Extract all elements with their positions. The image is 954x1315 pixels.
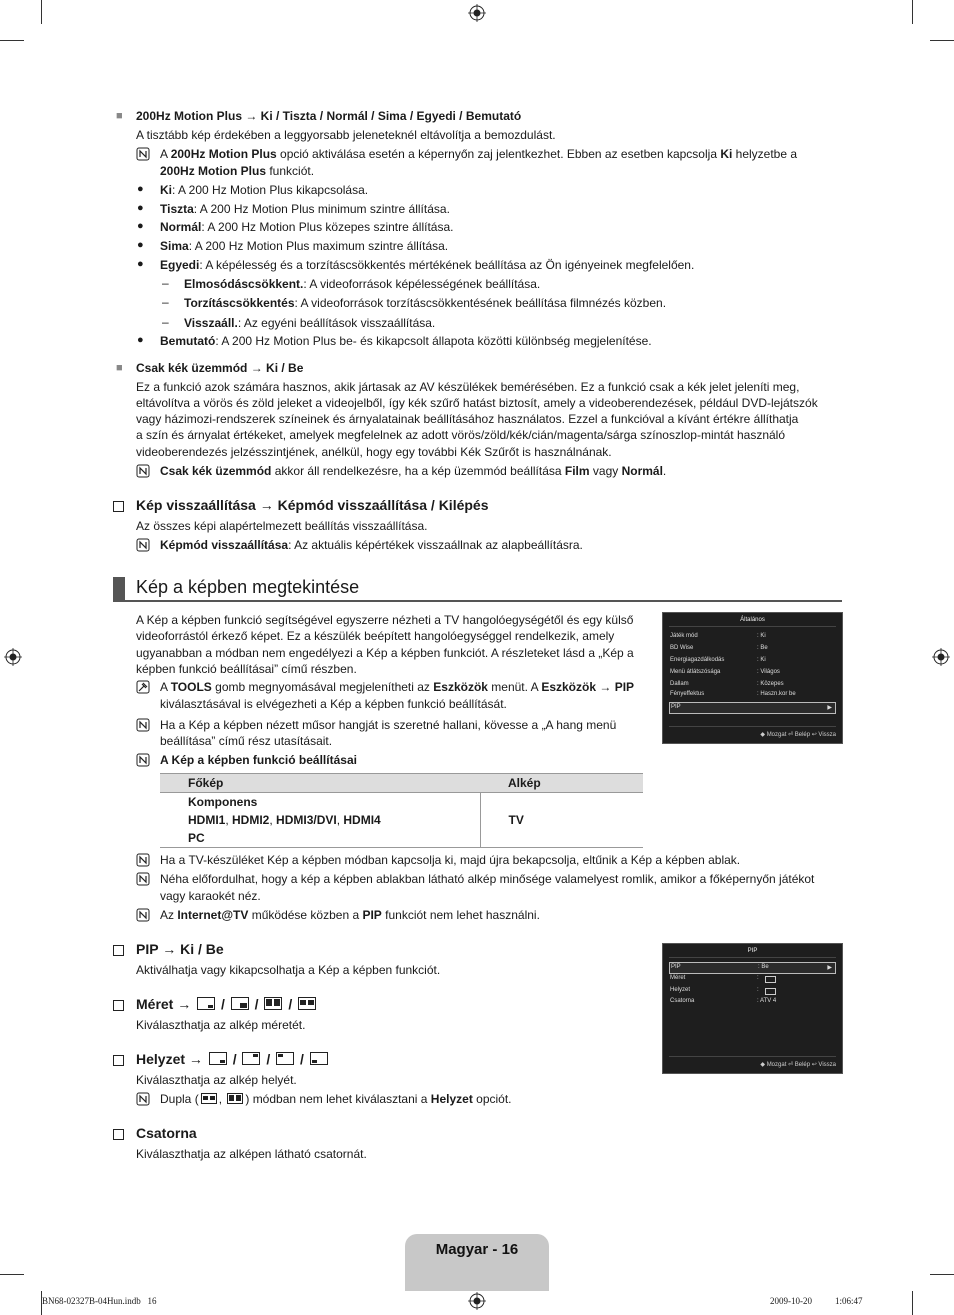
motion-bullet: Sima: A 200 Hz Motion Plus maximum szintre állítása. <box>160 239 449 253</box>
osd-divider <box>669 957 836 958</box>
osd-row[interactable]: Dallam : Közepes <box>670 681 784 687</box>
motion-note-cont: 200Hz Motion Plus funkciót. <box>160 164 315 178</box>
osd-general-menu <box>662 612 843 744</box>
motion-bullet: Egyedi: A képélesség és a torzításcsökkentés mértékének beállítása az Ön igényeinek megfelelően. <box>160 258 695 272</box>
bluemode-title: Csak kék üzemmód → Ki / Be <box>136 361 304 375</box>
osd-row-selected[interactable]: PIP ▶ <box>669 702 836 714</box>
pip-settings-title: A Kép a képben funkció beállításai <box>160 753 357 767</box>
bluemode-note: Csak kék üzemmód akkor áll rendelkezésre, ha a kép üzemmód beállítása Film vagy Normál. <box>160 464 667 478</box>
registration-mark-icon <box>468 1292 486 1310</box>
checkbox-marker-icon <box>113 1000 124 1011</box>
pip-note: Néha előfordulhat, hogy a kép a képben ablakban látható alkép minősége valamelyest romlik, amikor a főképernyőn játékot <box>160 872 815 886</box>
page-number: Magyar - 16 <box>435 1241 519 1258</box>
channel-title: Csatorna <box>136 1125 197 1141</box>
osd-pip-menu <box>662 943 843 1074</box>
pip-intro: képben funkció beállításai” című részben. <box>136 662 357 676</box>
reset-title: Kép visszaállítása → Képmód visszaállítása / Kilépés <box>136 497 489 513</box>
motion-note: A 200Hz Motion Plus opció aktiválása esetén a képernyőn zaj jelentkezhet. Ebben az esetben kapcsolja Ki helyzetbe a <box>160 147 798 161</box>
position-note: Dupla ( , ) módban nem lehet kiválasztani a Helyzet opciót. <box>160 1092 512 1106</box>
osd-row[interactable]: Csatorna : ATV 4 <box>670 998 777 1004</box>
channel-desc: Kiválaszthatja az alképen látható csatornát. <box>136 1147 367 1161</box>
reset-note: Képmód visszaállítása: Az aktuális képértékek visszaállnak az alapbeállításra. <box>160 538 583 552</box>
bluemode-line: vagy házimozi-rendszerek színeinek és árnyalatainak beállításához használatos. Ezzel a funkcióval a kívánt értékre állíthatja <box>136 412 799 426</box>
osd-title: Általános <box>740 617 765 623</box>
motion-dash: Visszaáll.: Az egyéni beállítások visszaállítása. <box>184 316 436 330</box>
position-top-left-icon <box>276 1052 294 1065</box>
checkbox-marker-icon <box>113 1055 124 1066</box>
reset-desc: Az összes képi alapértelmezett beállítás visszaállítása. <box>136 519 428 533</box>
position-bottom-right-icon <box>209 1052 227 1065</box>
note-icon <box>136 147 150 161</box>
pip-sound-note: Ha a Kép a képben nézett műsor hangját is szeretné hallani, kövesse a „A hang menü <box>160 718 617 732</box>
checkbox-marker-icon <box>113 945 124 956</box>
dash-marker: – <box>162 315 169 329</box>
size-desc: Kiválaszthatja az alkép méretét. <box>136 1018 306 1032</box>
table-header-main: Főkép <box>160 774 480 793</box>
bullet-icon: ● <box>137 334 144 346</box>
registration-mark-icon <box>932 648 950 666</box>
position-top-right-icon <box>242 1052 260 1065</box>
osd-footer: ◆ Mozgat ⏎ Belép ↩ Vissza <box>760 732 836 738</box>
size-title: Méret → / / / <box>136 996 318 1012</box>
print-date: 2009-10-20 ￿￿ 1:06:47 <box>770 1296 863 1306</box>
table-cell-main: Komponens HDMI1, HDMI2, HDMI3/DVI, HDMI4 PC <box>160 793 480 848</box>
pip-intro: ugyanabban a módban nem engedélyezi a Kép a képben funkciót. A részleteket lásd a „Kép a <box>136 646 634 660</box>
motion-dash: Elmosódáscsökkent.: A videoforrások képélességének beállítása. <box>184 277 541 291</box>
bluemode-line: a szín és árnyalat értékeket, amelyek megfelelnek az adott vörös/zöld/kék/cián/magenta/sárga színoszlop-mintát használó <box>136 428 786 442</box>
table-cell-sub: TV <box>480 793 643 848</box>
checkbox-marker-icon <box>113 1129 124 1140</box>
registration-mark-icon <box>468 4 486 22</box>
table-header-sub: Alkép <box>480 774 643 793</box>
note-icon <box>136 753 150 767</box>
pip-tools-note: A TOOLS gomb megnyomásával megjelenítheti az Eszközök menüt. A Eszközök → PIP <box>160 680 635 694</box>
size-double-b-icon <box>201 1093 217 1104</box>
bluemode-line: eltávolítva a vörös és zöld jeleket a videojelből, így kék szűrő hatást biztosít, amely a videoberendezések, például DVD-lejátszók <box>136 396 818 410</box>
osd-row[interactable]: Menü átlátszósága : Világos <box>670 669 780 675</box>
pip-intro: A Kép a képben funkció segítségével egyszerre nézheti a TV hangolóegységétől és egy külső <box>136 613 634 627</box>
checkbox-marker-icon <box>113 501 124 512</box>
osd-row-selected[interactable]: PIP : Be ▶ <box>669 962 836 974</box>
position-desc: Kiválaszthatja az alkép helyét. <box>136 1073 297 1087</box>
crop-mark <box>0 40 24 41</box>
size-double-a-icon <box>227 1093 243 1104</box>
pip-intro: videoforrástól érkező képet. Ez a készülék beépített hangolóegységgel rendelkezik, amely <box>136 629 615 643</box>
position-title: Helyzet → / / / <box>136 1051 330 1067</box>
pip-onoff-title: PIP → Ki / Be <box>136 941 224 957</box>
motion-bullet: Normál: A 200 Hz Motion Plus közepes szintre állítása. <box>160 220 454 234</box>
size-large-icon <box>231 997 249 1010</box>
crop-mark <box>0 1274 24 1275</box>
note-icon <box>136 718 150 732</box>
note-icon <box>136 538 150 552</box>
crop-mark <box>41 0 42 24</box>
pip-settings-table <box>160 773 643 848</box>
bullet-icon: ● <box>137 258 144 270</box>
osd-row[interactable]: Helyzet : <box>669 986 836 996</box>
section-marker <box>113 577 125 601</box>
bullet-icon: ● <box>137 202 144 214</box>
motion-dash: Torzításcsökkentés: A videoforrások torzításcsökkentésének beállítása filmnézés közben. <box>184 296 667 310</box>
pip-note-cont: vagy karaokét néz. <box>160 889 261 903</box>
size-double-b-icon <box>298 997 316 1010</box>
pip-note: Az Internet@TV működése közben a PIP funkciót nem lehet használni. <box>160 908 540 922</box>
pip-tools-note-cont: kiválasztásával is elvégezheti a Kép a képben funkció beállítását. <box>160 697 507 711</box>
osd-row[interactable]: BD Wise : Be <box>670 645 768 651</box>
pip-note: Ha a TV-készüléket Kép a képben módban kapcsolja ki, majd újra bekapcsolja, eltűnik a Kép a képben ablak. <box>160 853 741 867</box>
osd-row[interactable]: Energiagazdálkodás : Ki <box>670 657 766 663</box>
table-row <box>160 793 643 848</box>
motion-bullet: Bemutató: A 200 Hz Motion Plus be- és kikapcsolt állapota közötti különbség megjelenítése. <box>160 334 652 348</box>
osd-row[interactable]: Fényeffektus : Haszn.kor be <box>670 691 796 697</box>
note-icon <box>136 908 150 922</box>
file-name: BN68-02327B-04Hun.indb 16 <box>42 1296 157 1306</box>
osd-divider <box>669 726 836 727</box>
osd-row[interactable]: Játék mód : Ki <box>670 633 766 639</box>
motion-title: 200Hz Motion Plus → Ki / Tiszta / Normál / Sima / Egyedi / Bemutató <box>136 109 522 123</box>
osd-footer: ◆ Mozgat ⏎ Belép ↩ Vissza <box>760 1062 836 1068</box>
osd-divider <box>669 1056 836 1057</box>
crop-mark <box>930 1274 954 1275</box>
note-icon <box>136 1092 150 1106</box>
position-bottom-left-icon <box>310 1052 328 1065</box>
osd-title: PIP <box>747 948 758 954</box>
bullet-icon: ● <box>137 183 144 195</box>
note-icon <box>136 853 150 867</box>
section-rule <box>113 600 842 602</box>
crop-mark <box>930 40 954 41</box>
motion-desc: A tisztább kép érdekében a leggyorsabb jeleneteknél eltávolítja a bemozdulást. <box>136 128 556 142</box>
tools-icon <box>136 680 150 694</box>
dash-marker: – <box>162 295 169 309</box>
arrow-right-icon: ▶ <box>827 705 832 711</box>
note-icon <box>136 464 150 478</box>
size-double-a-icon <box>264 997 282 1010</box>
size-small-icon <box>765 976 776 983</box>
note-icon <box>136 872 150 886</box>
pip-onoff-desc: Aktiválhatja vagy kikapcsolhatja a Kép a képben funkciót. <box>136 963 441 977</box>
crop-mark <box>912 0 913 24</box>
motion-bullet: Ki: A 200 Hz Motion Plus kikapcsolása. <box>160 183 369 197</box>
bullet-icon: ● <box>137 220 144 232</box>
square-bullet-icon: ■ <box>116 362 123 374</box>
motion-bullet: Tiszta: A 200 Hz Motion Plus minimum szintre állítása. <box>160 202 450 216</box>
osd-row[interactable]: Méret : <box>669 974 836 984</box>
size-small-icon <box>197 997 215 1010</box>
arrow-right-icon: ▶ <box>827 965 832 971</box>
position-icon <box>765 988 776 995</box>
bluemode-line: videoberendezés jelzésszintjének, anélkül, hogy egy további Kék Szűrőt is használnának. <box>136 445 612 459</box>
square-bullet-icon: ■ <box>116 110 123 122</box>
registration-mark-icon <box>4 648 22 666</box>
dash-marker: – <box>162 276 169 290</box>
bluemode-line: Ez a funkció azok számára hasznos, akik jártasak az AV készülékek bemérésében. Ez a funkció csak a kék jelet jeleníti meg, <box>136 380 800 394</box>
bullet-icon: ● <box>137 239 144 251</box>
osd-divider <box>669 626 836 627</box>
section-title: Kép a képben megtekintése <box>136 577 360 597</box>
pip-sound-note-cont: beállítása” című rész utasításait. <box>160 734 333 748</box>
crop-mark <box>912 1291 913 1315</box>
